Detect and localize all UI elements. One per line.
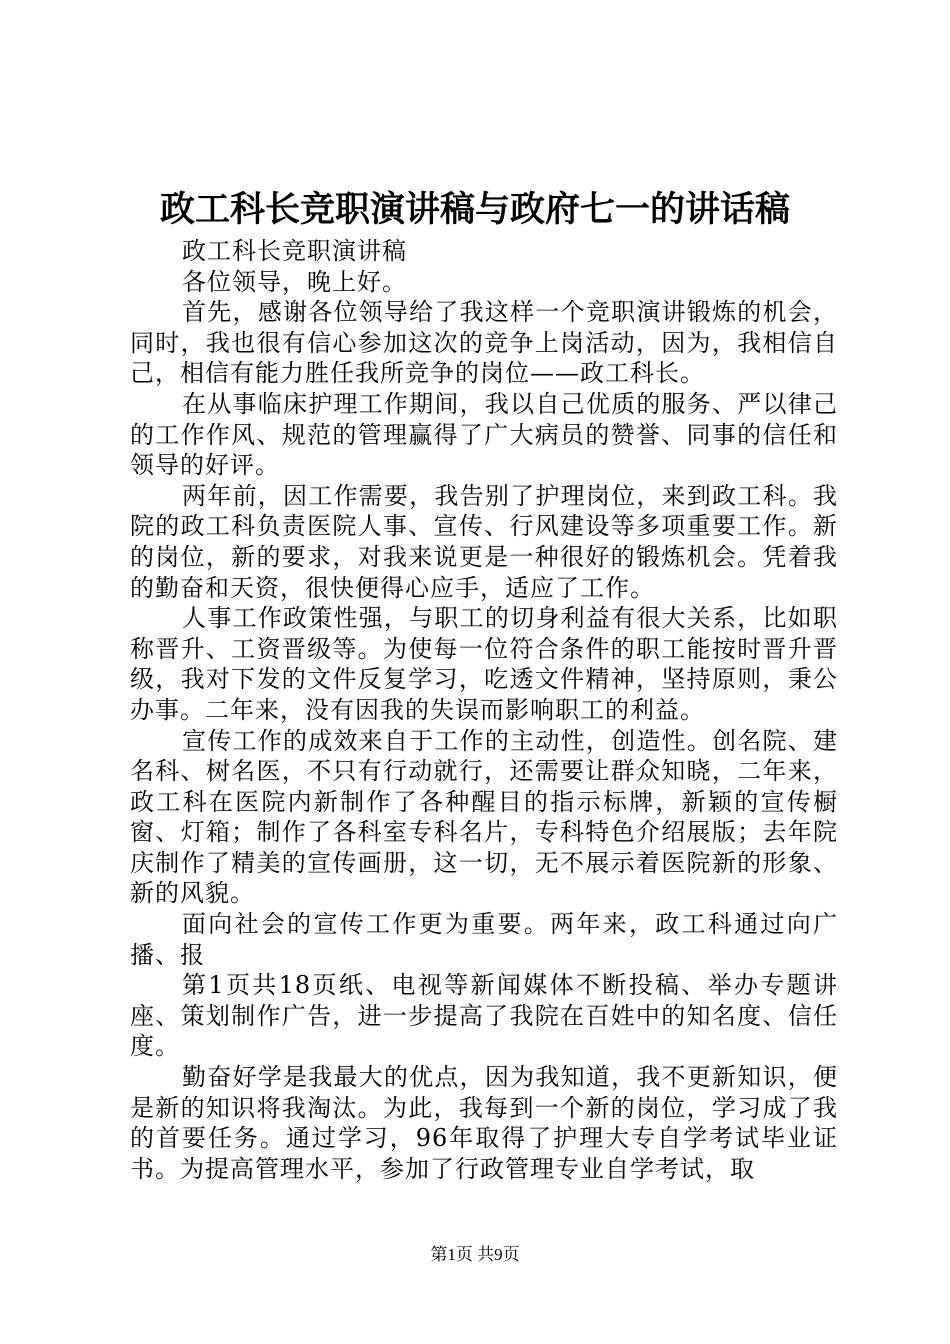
page-footer: 第1页 共9页 — [430, 1245, 520, 1264]
paragraph: 勤奋好学是我最大的优点，因为我知道，我不更新知识，便是新的知识将我淘汰。为此，我每到一个新的岗位，学习成了我的首要任务。通过学习，96年取得了护理大专自学考试毕业证书。为提高管理水平，参加了行政管理专业自学考试，取 — [130, 1063, 838, 1183]
paragraph-greeting: 各位领导，晚上好。 — [182, 267, 407, 296]
paragraph: 在从事临床护理工作期间，我以自己优质的服务、严以律己的工作作风、规范的管理赢得了广大病员的赞誉、同事的信任和领导的好评。 — [130, 389, 838, 480]
document-body — [130, 236, 838, 1184]
paragraph: 首先，感谢各位领导给了我这样一个竞职演讲锻炼的机会，同时，我也很有信心参加这次的竞争上岗活动，因为，我相信自己，相信有能力胜任我所竞争的岗位——政工科长。 — [130, 298, 838, 388]
paragraph: 第1页共18页纸、电视等新闻媒体不断投稿、举办专题讲座、策划制作广告，进一步提高了我院在百姓中的知名度、信任度。 — [130, 971, 838, 1061]
paragraph: 面向社会的宣传工作更为重要。两年来，政工科通过向广播、报 — [130, 910, 838, 969]
paragraph: 宣传工作的成效来自于工作的主动性，创造性。创名院、建名科、树名医，不只有行动就行，还需要让群众知晓，二年来，政工科在医院内新制作了各种醒目的指示标牌，新颖的宣传橱窗、灯箱；制作了各科室专科名片，专科特色介绍展版；去年院庆制作了精美的宣传画册，这一切，无不展示着医院新的形象、新的风貌。 — [130, 726, 838, 908]
paragraph: 人事工作政策性强，与职工的切身利益有很大关系，比如职称晋升、工资晋级等。为使每一位符合条件的职工能按时晋升晋级，我对下发的文件反复学习，吃透文件精神，坚持原则，秉公办事。二年来，没有因我的失误而影响职工的利益。 — [130, 604, 838, 724]
document-title: 政工科长竞职演讲稿与政府七一的讲话稿 — [159, 189, 790, 230]
paragraph-subtitle: 政工科长竞职演讲稿 — [182, 237, 407, 265]
paragraph: 两年前，因工作需要，我告别了护理岗位，来到政工科。我院的政工科负责医院人事、宣传、行风建设等多项重要工作。新的岗位，新的要求，对我来说更是一种很好的锻炼机会。凭着我的勤奋和天资，很快便得心应手，适应了工作。 — [130, 481, 838, 602]
